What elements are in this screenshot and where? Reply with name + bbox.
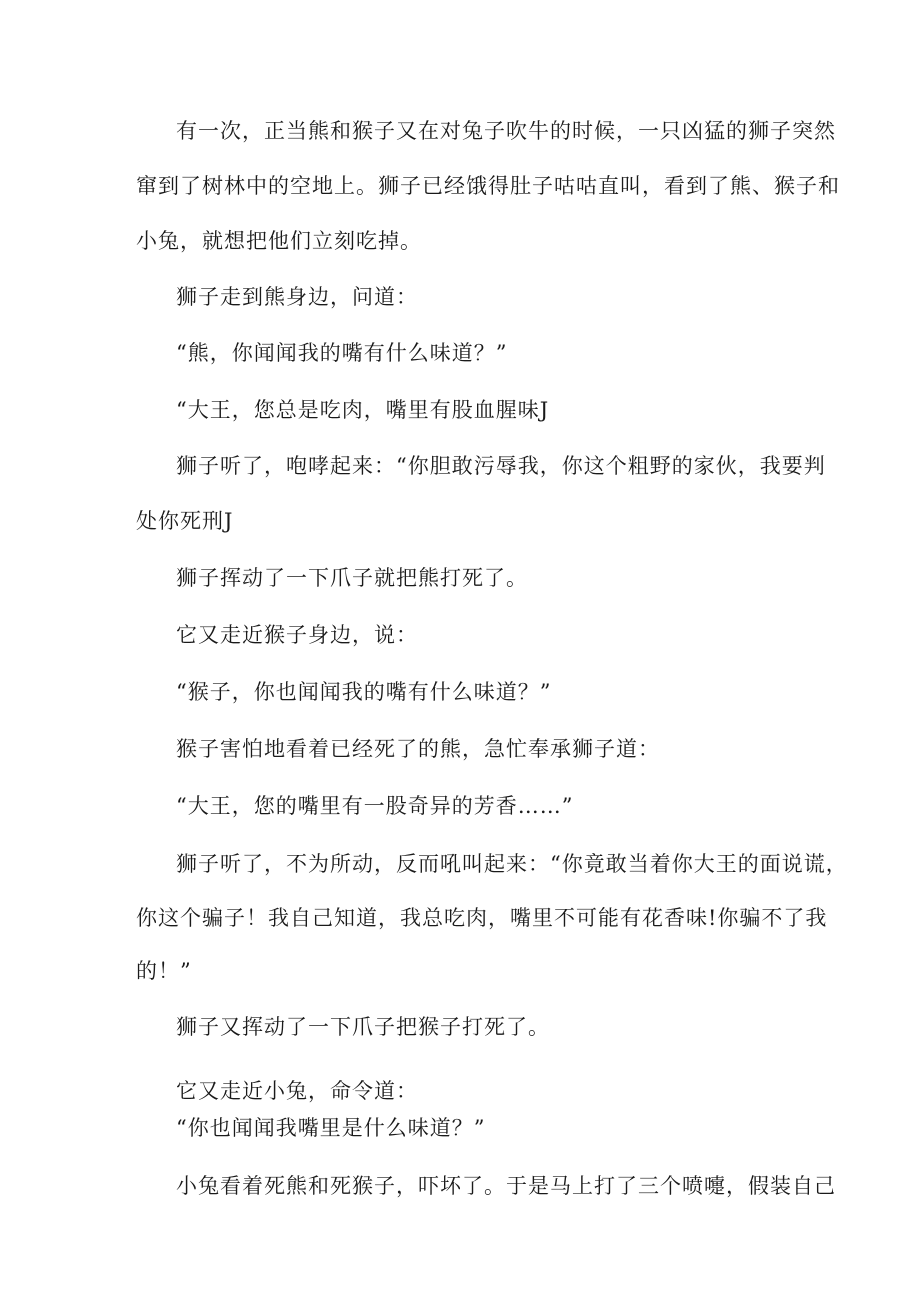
paragraph-11-line-1: 狮子听了，不为所动，反而吼叫起来：“你竟敢当着你大王的面说谎， <box>176 852 848 876</box>
paragraph-4: “大王，您总是吃肉，嘴里有股血腥味J <box>176 398 550 422</box>
paragraph-10: “大王，您的嘴里有一股奇异的芳香……” <box>176 794 574 818</box>
paragraph-1-line-3: 小兔，就想把他们立刻吃掉。 <box>136 229 422 253</box>
paragraph-9: 猴子害怕地看着已经死了的熊，急忙奉承狮子道： <box>176 737 660 761</box>
paragraph-11-line-3: 的！” <box>136 959 192 983</box>
paragraph-8: “猴子，你也闻闻我的嘴有什么味道？” <box>176 680 552 704</box>
paragraph-7: 它又走近猴子身边，说： <box>176 623 418 647</box>
paragraph-6: 狮子挥动了一下爪子就把熊打死了。 <box>176 566 528 590</box>
paragraph-1-line-1: 有一次，正当熊和猴子又在对兔子吹牛的时候，一只凶猛的狮子突然 <box>176 119 836 143</box>
paragraph-15: 小兔看着死熊和死猴子，吓坏了。于是马上打了三个喷嚏，假装自己 <box>176 1174 836 1198</box>
paragraph-3: “熊，你闻闻我的嘴有什么味道？” <box>176 341 508 365</box>
paragraph-13: 它又走近小兔，命令道： <box>176 1079 418 1103</box>
paragraph-5-line-1: 狮子听了，咆哮起来：“你胆敢污辱我，你这个粗野的家伙，我要判 <box>176 454 826 478</box>
paragraph-14: “你也闻闻我嘴里是什么味道？” <box>176 1116 486 1140</box>
paragraph-2: 狮子走到熊身边，问道： <box>176 285 418 309</box>
paragraph-5-line-2: 处你死刑J <box>136 509 234 533</box>
paragraph-12: 狮子又挥动了一下爪子把猴子打死了。 <box>176 1015 550 1039</box>
paragraph-11-line-2: 你这个骗子！我自己知道，我总吃肉，嘴里不可能有花香味!你骗不了我 <box>136 906 828 930</box>
paragraph-1-line-2: 窜到了树林中的空地上。狮子已经饿得肚子咕咕直叫，看到了熊、猴子和 <box>136 174 840 198</box>
